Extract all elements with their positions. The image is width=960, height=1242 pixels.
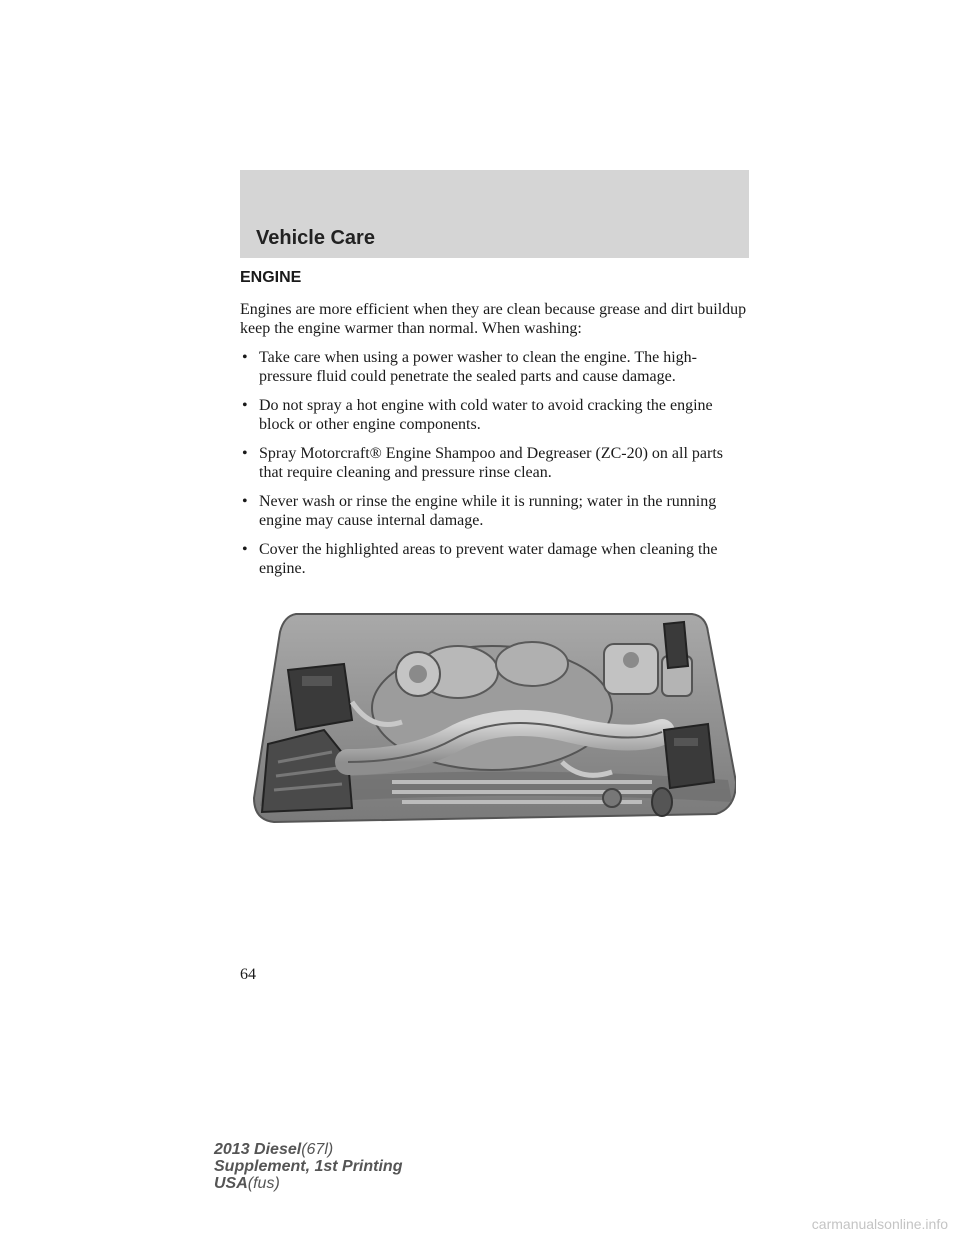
- engine-compartment-illustration: [252, 612, 736, 830]
- list-item: [240, 540, 749, 578]
- footer-line-3: [214, 1175, 402, 1192]
- footer-info: [214, 1141, 402, 1192]
- intro-paragraph: Engines are more efficient when they are clean because grease and dirt buildup keep the engine warmer than normal. When washing:: [240, 301, 747, 337]
- header-band: [240, 170, 749, 258]
- list-item-text: Never wash or rinse the engine while it is running; water in the running engine may cause internal damage.: [259, 493, 717, 529]
- bullet-icon: •: [242, 493, 248, 510]
- component-top-right-shape: [664, 622, 688, 668]
- main-content: [240, 268, 749, 588]
- list-item-text: Do not spray a hot engine with cold water to avoid cracking the engine block or other engine components.: [259, 397, 713, 433]
- battery-left-shape: [288, 664, 352, 730]
- engine-heading: ENGINE: [240, 269, 302, 286]
- footer-line-2: [214, 1158, 402, 1175]
- list-item-text: Take care when using a power washer to clean the engine. The high-pressure fluid could penetrate the sealed parts and cause damage.: [259, 349, 697, 385]
- section-title: Vehicle Care: [256, 227, 375, 249]
- list-item-text: Cover the highlighted areas to prevent water damage when cleaning the engine.: [259, 541, 718, 577]
- list-item: [240, 396, 749, 434]
- bullet-icon: •: [242, 541, 248, 558]
- bullet-icon: •: [242, 349, 248, 366]
- bullet-icon: •: [242, 445, 248, 462]
- footer-printing: Supplement, 1st Printing: [214, 1158, 403, 1175]
- battery-right-shape: [664, 724, 714, 788]
- footer-region: USA: [214, 1175, 248, 1192]
- washing-instructions-list: [240, 348, 749, 578]
- list-item: [240, 348, 749, 386]
- list-item: [240, 492, 749, 530]
- page-number: 64: [240, 966, 256, 983]
- engine-illustration-svg: [252, 612, 736, 830]
- bullet-icon: •: [242, 397, 248, 414]
- footer-model: 2013 Diesel: [214, 1141, 302, 1158]
- footer-region-code: (fus): [247, 1175, 280, 1192]
- watermark-text: carmanualsonline.info: [811, 1216, 948, 1232]
- list-item: [240, 444, 749, 482]
- list-item-text: Spray Motorcraft® Engine Shampoo and Degreaser (ZC-20) on all parts that require cleaning and pressure rinse clean.: [259, 445, 724, 481]
- footer-model-code: (67l): [301, 1141, 334, 1158]
- footer-line-1: [214, 1141, 402, 1158]
